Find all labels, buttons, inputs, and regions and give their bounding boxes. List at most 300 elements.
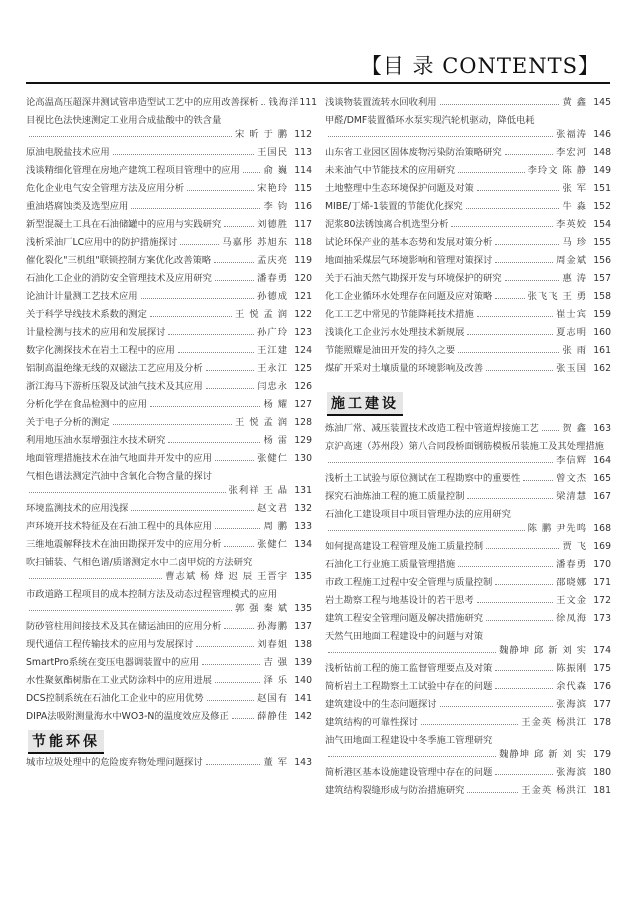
toc-entry[interactable] bbox=[325, 506, 611, 538]
toc-entry-author: 曾文杰 bbox=[556, 473, 587, 484]
toc-entry[interactable] bbox=[325, 488, 611, 506]
toc-entry-author: 张 雨 bbox=[562, 345, 587, 356]
toc-entry[interactable] bbox=[325, 198, 611, 216]
toc-entry-page: 133 bbox=[294, 521, 312, 532]
toc-entry-page: 121 bbox=[294, 291, 312, 302]
toc-entry-page: 173 bbox=[593, 613, 611, 624]
toc-entry-meta bbox=[26, 164, 312, 177]
toc-entry-page: 158 bbox=[593, 291, 611, 302]
toc-entry-title: 关于石油天然气勘探开发与环境保护的研究 bbox=[325, 273, 502, 284]
toc-entry[interactable] bbox=[26, 234, 312, 252]
toc-entry-meta bbox=[26, 452, 312, 465]
toc-entry-title: 铝制高温绝缘无线的双磁法工艺应用及分析 bbox=[26, 363, 203, 374]
toc-entry-meta bbox=[325, 644, 611, 657]
toc-entry-page: 111 bbox=[299, 97, 318, 108]
dot-leader bbox=[243, 172, 261, 173]
toc-entry-page: 176 bbox=[593, 681, 611, 692]
dot-leader bbox=[440, 104, 560, 105]
toc-entry-title: 现代通信工程传输技术的应用与发展探讨 bbox=[26, 639, 194, 650]
toc-entry-page: 140 bbox=[294, 675, 312, 686]
toc-entry[interactable] bbox=[325, 592, 611, 610]
toc-entry-meta bbox=[26, 218, 312, 231]
dot-leader bbox=[29, 492, 226, 493]
toc-entry[interactable] bbox=[325, 732, 611, 764]
toc-entry-title: 论高温高压超深井测试管串造型试工艺中的应用改善探析 bbox=[26, 97, 259, 108]
toc-entry[interactable] bbox=[325, 538, 611, 556]
dot-leader bbox=[196, 646, 254, 647]
toc-entry[interactable] bbox=[325, 610, 611, 628]
toc-entry-page: 122 bbox=[294, 309, 312, 320]
right-column bbox=[325, 94, 611, 800]
toc-entry-meta bbox=[325, 96, 611, 109]
dot-leader bbox=[29, 610, 232, 611]
toc-entry-title: 简析港区基本设施建设管理中存在的问题 bbox=[325, 767, 493, 778]
toc-entry[interactable] bbox=[26, 306, 312, 324]
dot-leader bbox=[486, 548, 559, 549]
toc-entry-author: 泽 乐 bbox=[263, 675, 288, 686]
dot-leader bbox=[150, 316, 232, 317]
toc-entry[interactable] bbox=[26, 432, 312, 450]
toc-entry-meta bbox=[26, 128, 312, 141]
toc-entry[interactable] bbox=[325, 112, 611, 144]
toc-entry-title: 化工企业循环水处理存在问题及应对策略 bbox=[325, 291, 493, 302]
toc-entry[interactable] bbox=[26, 112, 312, 144]
toc-entry-page: 180 bbox=[593, 767, 611, 778]
toc-entry-page: 161 bbox=[593, 345, 611, 356]
toc-entry-page: 137 bbox=[294, 621, 312, 632]
toc-entry-title: 浅谈精细化管理在房地产建筑工程项目管理中的应用 bbox=[26, 165, 240, 176]
toc-entry-page: 156 bbox=[593, 255, 611, 266]
toc-entry-title: 浅析采油厂LC应用中的防护措施探讨 bbox=[26, 237, 178, 248]
toc-entry[interactable] bbox=[26, 396, 312, 414]
toc-entry-meta bbox=[325, 558, 611, 571]
toc-entry-page: 141 bbox=[294, 693, 312, 704]
toc-entry-author: 王 悦 孟 润 bbox=[234, 309, 288, 320]
toc-entry-page: 134 bbox=[294, 539, 312, 550]
toc-entry-title: 甲醛/DMF装置循环水泵实现汽轮机驱动，降低电耗 bbox=[325, 115, 535, 126]
toc-entry-page: 164 bbox=[593, 455, 611, 466]
dot-leader bbox=[224, 546, 254, 547]
toc-entry-page: 123 bbox=[294, 327, 312, 338]
dot-leader bbox=[206, 388, 254, 389]
toc-entry-meta bbox=[325, 272, 611, 285]
toc-entry-title: 探究石油炼油工程的施工质量控制 bbox=[325, 491, 465, 502]
toc-entry[interactable] bbox=[26, 378, 312, 396]
toc-entry-author: 杨 耀 bbox=[263, 399, 288, 410]
toc-entry-meta bbox=[325, 472, 611, 485]
toc-entry[interactable] bbox=[325, 438, 611, 470]
toc-entry[interactable] bbox=[26, 586, 312, 618]
toc-entry-title: 炼油厂常、减压装置技术改造工程中管道焊接施工艺 bbox=[325, 423, 539, 434]
dot-leader bbox=[523, 480, 553, 481]
toc-entry-author: 王国民 bbox=[257, 147, 288, 158]
toc-entry-page: 181 bbox=[593, 785, 611, 796]
toc-entry-page: 115 bbox=[294, 183, 312, 194]
toc-entry-meta bbox=[325, 422, 611, 435]
toc-entry-author: 王江建 bbox=[257, 345, 288, 356]
toc-entry-author: 张福涛 bbox=[556, 129, 587, 140]
dot-leader bbox=[141, 298, 255, 299]
toc-entry-author: 崔士宾 bbox=[556, 309, 587, 320]
toc-entry-meta bbox=[26, 362, 312, 375]
dot-leader bbox=[224, 628, 254, 629]
toc-entry[interactable] bbox=[325, 782, 611, 800]
toc-entry-author: 闫忠永 bbox=[257, 381, 288, 392]
toc-entry-meta bbox=[325, 182, 611, 195]
toc-entry[interactable] bbox=[26, 618, 312, 636]
toc-entry[interactable] bbox=[26, 252, 312, 270]
toc-entry-meta bbox=[26, 236, 312, 249]
toc-entry-author: 徐凤海 bbox=[556, 613, 587, 624]
toc-entry-meta bbox=[325, 716, 611, 729]
toc-entry[interactable] bbox=[26, 754, 312, 772]
toc-entry-title: MIBE/丁烯-1装置的节能优化探究 bbox=[325, 201, 463, 212]
section-title: 施工建设 bbox=[327, 392, 403, 416]
toc-entry-author: 潘春勇 bbox=[257, 273, 288, 284]
toc-entry-title: 市政工程施工过程中安全管理与质量控制 bbox=[325, 577, 493, 588]
toc-entry-author: 张飞飞 王 勇 bbox=[527, 291, 587, 302]
toc-entry-meta bbox=[325, 362, 611, 375]
toc-entry-page: 165 bbox=[593, 473, 611, 484]
dot-leader bbox=[328, 652, 496, 653]
toc-entry-title: 地面管理措施技术在油气地面井开发中的应用 bbox=[26, 453, 212, 464]
dot-leader bbox=[458, 566, 553, 567]
toc-entry-author: 魏静坤 邱 新 刘 实 bbox=[499, 645, 587, 656]
toc-entry[interactable] bbox=[325, 180, 611, 198]
toc-entry-title: 浅析土工试验与原位测试在工程勘察中的重要性 bbox=[325, 473, 521, 484]
toc-entry-meta bbox=[26, 484, 312, 497]
dot-leader bbox=[467, 792, 518, 793]
toc-entry-meta bbox=[325, 662, 611, 675]
toc-entry-author: 赵国有 bbox=[257, 693, 288, 704]
left-column bbox=[26, 94, 318, 772]
section-heading bbox=[325, 388, 611, 420]
dot-leader bbox=[328, 136, 553, 137]
toc-entry-author: 李宏河 bbox=[556, 147, 587, 158]
toc-entry-meta bbox=[26, 308, 312, 321]
toc-entry-meta bbox=[26, 146, 312, 159]
toc-entry-title: 关于电子分析的测定 bbox=[26, 417, 110, 428]
toc-entry-title: 关于科学导线技术系数的测定 bbox=[26, 309, 147, 320]
toc-entry-author: 惠 涛 bbox=[562, 273, 587, 284]
toc-entry-page: 113 bbox=[294, 147, 312, 158]
toc-entry-page: 169 bbox=[593, 541, 611, 552]
toc-entry[interactable] bbox=[325, 324, 611, 342]
dot-leader bbox=[467, 498, 553, 499]
dot-leader bbox=[131, 208, 260, 209]
toc-entry-meta bbox=[26, 656, 312, 669]
toc-entry[interactable] bbox=[26, 216, 312, 234]
toc-entry-author: 杨 雷 bbox=[263, 435, 288, 446]
toc-entry[interactable] bbox=[325, 360, 611, 378]
toc-entry-meta bbox=[325, 680, 611, 693]
dot-leader bbox=[440, 706, 554, 707]
toc-entry-meta bbox=[325, 290, 611, 303]
toc-entry[interactable] bbox=[26, 636, 312, 654]
toc-entry[interactable] bbox=[325, 216, 611, 234]
toc-entry-title: 分析化学在食品检测中的应用 bbox=[26, 399, 147, 410]
toc-entry-page: 117 bbox=[294, 219, 312, 230]
toc-entry-page: 130 bbox=[294, 453, 312, 464]
toc-entry-page: 132 bbox=[294, 503, 312, 514]
dot-leader bbox=[202, 664, 260, 665]
toc-entry[interactable] bbox=[26, 450, 312, 468]
dot-leader bbox=[207, 700, 254, 701]
toc-entry-author: 牛 淼 bbox=[562, 201, 587, 212]
toc-entry-title: 防砂管柱用间接技术及其在储运油田的应用分析 bbox=[26, 621, 222, 632]
toc-entry-page: 135 bbox=[294, 603, 312, 614]
dot-leader bbox=[505, 280, 560, 281]
toc-entry-meta bbox=[325, 748, 611, 761]
toc-entry-page: 151 bbox=[593, 183, 611, 194]
toc-entry-author: 曹志斌 杨 烽 迟 辰 王晋宇 bbox=[165, 571, 288, 582]
toc-entry-meta bbox=[325, 784, 611, 797]
toc-entry[interactable] bbox=[325, 288, 611, 306]
toc-entry-page: 131 bbox=[294, 485, 312, 496]
toc-entry-page: 129 bbox=[294, 435, 312, 446]
toc-entry[interactable] bbox=[26, 536, 312, 554]
toc-entry-meta bbox=[325, 326, 611, 339]
toc-entry-meta bbox=[26, 602, 312, 615]
toc-entry[interactable] bbox=[26, 288, 312, 306]
toc-entry-title: 目视比色法快速测定工业用合成盐酸中的铁含量 bbox=[26, 115, 222, 126]
toc-entry-meta bbox=[26, 692, 312, 705]
toc-entry-page: 178 bbox=[593, 717, 611, 728]
toc-entry-meta bbox=[26, 502, 312, 515]
toc-entry[interactable] bbox=[26, 554, 312, 586]
section-heading bbox=[26, 726, 312, 754]
toc-entry-title: 水性聚氨酯树脂在工业式防涂料中的应用进展 bbox=[26, 675, 212, 686]
toc-entry-author: 王文金 bbox=[556, 595, 587, 606]
toc-entry-meta bbox=[325, 146, 611, 159]
toc-entry-title: 声环境开技术特征及在石油工程中的具体应用 bbox=[26, 521, 212, 532]
toc-entry[interactable] bbox=[325, 162, 611, 180]
toc-entry-page: 163 bbox=[593, 423, 611, 434]
toc-entry[interactable] bbox=[325, 420, 611, 438]
toc-entry[interactable] bbox=[325, 574, 611, 592]
toc-entry[interactable] bbox=[325, 556, 611, 574]
toc-entry[interactable] bbox=[26, 144, 312, 162]
toc-entry-title: 山东省工业园区固体废物污染防治策略研究 bbox=[325, 147, 502, 158]
toc-entry-meta bbox=[325, 128, 611, 141]
toc-entry-author: 刘德胜 bbox=[257, 219, 288, 230]
toc-entry[interactable] bbox=[325, 342, 611, 360]
dot-leader bbox=[486, 370, 553, 371]
dot-leader bbox=[451, 226, 553, 227]
toc-entry-page: 157 bbox=[593, 273, 611, 284]
toc-entry-meta bbox=[26, 96, 318, 109]
toc-entry-page: 128 bbox=[294, 417, 312, 428]
dot-leader bbox=[215, 280, 254, 281]
toc-entry-title: 计量检测与技术的应用和发展探讨 bbox=[26, 327, 166, 338]
toc-entry-meta bbox=[325, 698, 611, 711]
toc-entry[interactable] bbox=[26, 198, 312, 216]
toc-entry[interactable] bbox=[26, 690, 312, 708]
dot-leader bbox=[113, 424, 232, 425]
toc-entry-title: 浙江海马下游析压裂及试油气技术及其应用 bbox=[26, 381, 203, 392]
dot-leader bbox=[178, 352, 254, 353]
dot-leader bbox=[29, 136, 232, 137]
toc-entry[interactable] bbox=[26, 414, 312, 432]
toc-entry-page: 114 bbox=[294, 165, 312, 176]
toc-entry-author: 王永江 bbox=[257, 363, 288, 374]
toc-entry-page: 127 bbox=[294, 399, 312, 410]
toc-entry-title: 原油电脱盐技术应用 bbox=[26, 147, 110, 158]
toc-entry-meta bbox=[325, 612, 611, 625]
toc-entry-meta bbox=[26, 538, 312, 551]
toc-entry-author: 陈 鹏 尹先鸣 bbox=[527, 523, 587, 534]
toc-entry[interactable] bbox=[325, 94, 611, 112]
toc-entry[interactable] bbox=[26, 94, 318, 112]
toc-entry-meta bbox=[325, 236, 611, 249]
toc-entry-page: 170 bbox=[593, 559, 611, 570]
toc-entry[interactable] bbox=[26, 270, 312, 288]
dot-leader bbox=[328, 530, 525, 531]
toc-entry-author: 李信辉 bbox=[556, 455, 587, 466]
toc-entry-meta bbox=[26, 344, 312, 357]
toc-entry[interactable] bbox=[325, 252, 611, 270]
toc-entry-title: 利用地压油水泵增强注水技术研究 bbox=[26, 435, 166, 446]
dot-leader bbox=[495, 774, 553, 775]
toc-entry-page: 143 bbox=[294, 757, 312, 768]
dot-leader bbox=[215, 460, 254, 461]
toc-entry[interactable] bbox=[325, 306, 611, 324]
toc-entry-title: DCS控制系统在石油化工企业中的应用优势 bbox=[26, 693, 204, 704]
toc-entry-page: 120 bbox=[294, 273, 312, 284]
toc-entry[interactable] bbox=[26, 468, 312, 500]
toc-entry-page: 138 bbox=[294, 639, 312, 650]
toc-entry-page: 160 bbox=[593, 327, 611, 338]
toc-entry-title: 城市垃圾处理中的危险废弃物处理问题探讨 bbox=[26, 757, 203, 768]
toc-entry-title: 石油化工行业施工质量管理措施 bbox=[325, 559, 456, 570]
toc-entry[interactable] bbox=[325, 696, 611, 714]
toc-entry[interactable] bbox=[26, 518, 312, 536]
toc-entry-title: 浅谈物装置流转水回收利用 bbox=[325, 97, 437, 108]
toc-entry[interactable] bbox=[26, 654, 312, 672]
dot-leader bbox=[232, 718, 254, 719]
dot-leader bbox=[467, 334, 553, 335]
section-title: 节能环保 bbox=[28, 730, 104, 754]
toc-entry-meta bbox=[26, 756, 312, 769]
toc-entry-title: 危化企业电气安全管理方法及应用分析 bbox=[26, 183, 185, 194]
dot-leader bbox=[215, 682, 260, 683]
toc-entry[interactable] bbox=[325, 764, 611, 782]
dot-leader bbox=[477, 190, 560, 191]
dot-leader bbox=[495, 670, 553, 671]
toc-entry-author: 张健仁 bbox=[257, 453, 288, 464]
toc-entry[interactable] bbox=[325, 678, 611, 696]
toc-entry-page: 139 bbox=[294, 657, 312, 668]
toc-entry[interactable] bbox=[26, 324, 312, 342]
toc-entry-page: 168 bbox=[593, 523, 611, 534]
toc-entry[interactable] bbox=[325, 144, 611, 162]
toc-entry-page: 124 bbox=[294, 345, 312, 356]
toc-entry[interactable] bbox=[26, 708, 312, 726]
dot-leader bbox=[168, 334, 254, 335]
dot-leader bbox=[495, 584, 553, 585]
toc-entry-author: 贾 飞 bbox=[562, 541, 587, 552]
toc-entry-author: 马嘉彤 苏旭东 bbox=[222, 237, 288, 248]
toc-entry-title: 气相色谱法测定汽油中含氧化合物含量的探讨 bbox=[26, 471, 212, 482]
toc-entry-meta bbox=[325, 594, 611, 607]
toc-entry-title: 吹扫铺装、气相色谱/质谱测定水中二卤甲烷的方法研究 bbox=[26, 557, 253, 568]
toc-entry-title: DIPA法吸附测量海水中WO3-N的温度效应及修正 bbox=[26, 711, 229, 722]
toc-entry-title: 简析岩土工程勘察土工试验中存在的问题 bbox=[325, 681, 493, 692]
toc-entry[interactable] bbox=[26, 342, 312, 360]
toc-entry-meta bbox=[26, 416, 312, 429]
toc-entry-page: 135 bbox=[294, 571, 312, 582]
toc-entry-page: 142 bbox=[294, 711, 312, 722]
toc-entry[interactable] bbox=[325, 470, 611, 488]
toc-entry[interactable] bbox=[26, 162, 312, 180]
toc-entry-title: 如何提高建设工程管理及施工质量控制 bbox=[325, 541, 484, 552]
dot-leader bbox=[180, 244, 219, 245]
toc-entry[interactable] bbox=[26, 180, 312, 198]
toc-entry-meta bbox=[325, 308, 611, 321]
toc-entry-page: 125 bbox=[294, 363, 312, 374]
dot-leader bbox=[113, 154, 254, 155]
toc-entry-title: 环境监测技术的应用浅探 bbox=[26, 503, 129, 514]
toc-entry-author: 张利祥 王 晶 bbox=[228, 485, 288, 496]
toc-entry[interactable] bbox=[325, 628, 611, 660]
toc-entry[interactable] bbox=[26, 672, 312, 690]
toc-entry-meta bbox=[26, 710, 312, 723]
toc-entry-meta bbox=[325, 218, 611, 231]
toc-entry-author: 李玲文 陈 静 bbox=[527, 165, 587, 176]
toc-entry-page: 112 bbox=[294, 129, 312, 140]
dot-leader bbox=[187, 190, 254, 191]
toc-entry-meta bbox=[26, 290, 312, 303]
toc-entry-page: 171 bbox=[593, 577, 611, 588]
toc-entry-title: 岩土勘察工程与地基设计的若干思考 bbox=[325, 595, 474, 606]
dot-leader bbox=[150, 406, 261, 407]
toc-entry-author: 黄 鑫 bbox=[562, 97, 587, 108]
toc-entry-author: 薛静佳 bbox=[257, 711, 288, 722]
toc-entry-author: 王金英 杨洪江 bbox=[521, 717, 587, 728]
toc-entry[interactable] bbox=[325, 660, 611, 678]
toc-entry[interactable] bbox=[325, 270, 611, 288]
dot-leader bbox=[131, 510, 254, 511]
toc-entry-author: 吉 强 bbox=[263, 657, 288, 668]
toc-entry-author: 潘春勇 bbox=[556, 559, 587, 570]
dot-leader bbox=[495, 262, 553, 263]
toc-entry-author: 张玉国 bbox=[556, 363, 587, 374]
toc-entry-title: 建筑结构的可靠性探讨 bbox=[325, 717, 418, 728]
toc-entry-author: 宋 昕 于 鹏 bbox=[234, 129, 288, 140]
toc-entry-title: 土地整理中生态环境保护问题及对策 bbox=[325, 183, 474, 194]
toc-entry-author: 王 悦 孟 润 bbox=[234, 417, 288, 428]
toc-entry-author: 李 钧 bbox=[263, 201, 288, 212]
dot-leader bbox=[421, 724, 518, 725]
dot-leader bbox=[261, 104, 265, 105]
toc-entry[interactable] bbox=[26, 360, 312, 378]
toc-entry[interactable] bbox=[325, 234, 611, 252]
dot-leader bbox=[328, 462, 553, 463]
dot-leader bbox=[477, 316, 553, 317]
toc-entry-title: 浅析钻前工程的施工监督管理要点及对策 bbox=[325, 663, 493, 674]
toc-entry-author: 孟庆亮 bbox=[257, 255, 288, 266]
toc-entry-author: 邵晓娜 bbox=[556, 577, 587, 588]
toc-entry[interactable] bbox=[26, 500, 312, 518]
toc-entry-meta bbox=[26, 200, 312, 213]
toc-entry-title: 地面抽采煤层气环境影响和管理对策探讨 bbox=[325, 255, 493, 266]
toc-entry[interactable] bbox=[325, 714, 611, 732]
dot-leader bbox=[495, 244, 559, 245]
dot-leader bbox=[168, 442, 260, 443]
header-rule bbox=[26, 82, 610, 84]
toc-entry-page: 118 bbox=[294, 237, 312, 248]
toc-entry-author: 周金斌 bbox=[556, 255, 587, 266]
